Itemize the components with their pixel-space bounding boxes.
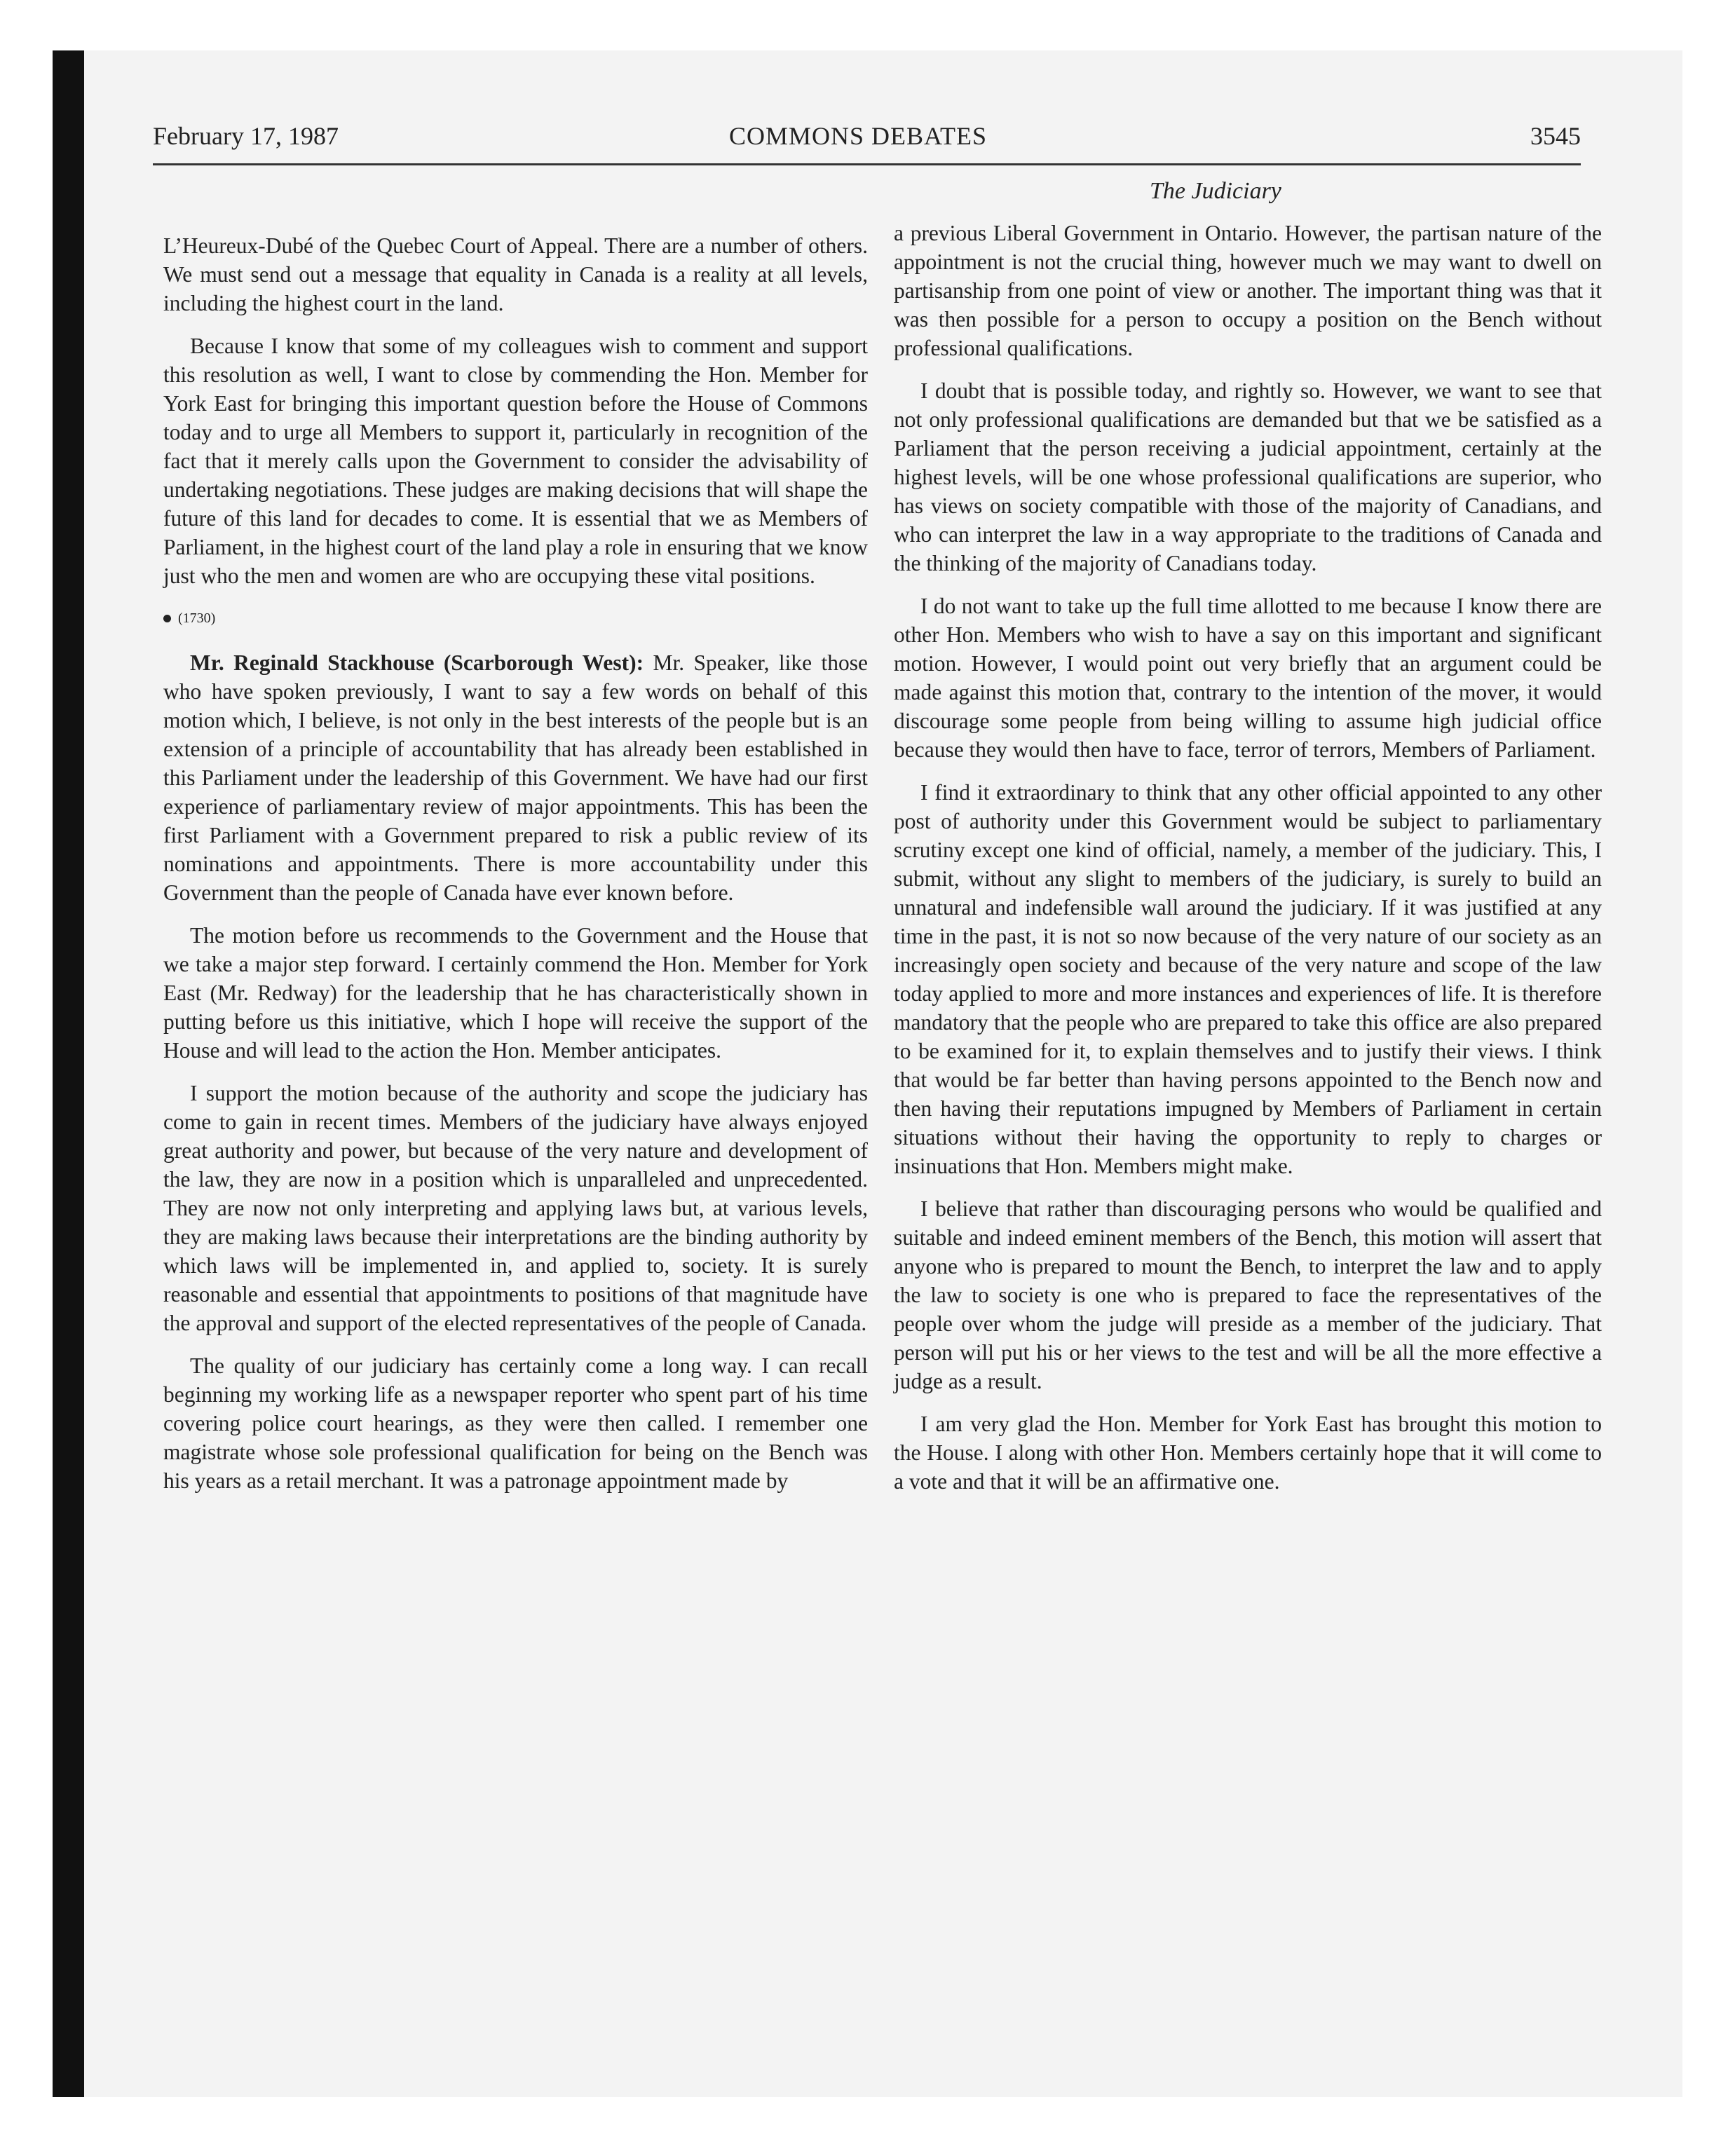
speech-paragraph <box>163 648 868 907</box>
right-column <box>894 219 1602 1510</box>
paragraph: Because I know that some of my colleagues wish to comment and support this resolution as well, I want to close by commending the Hon. Member for York East for bringing this important question before the House of Commons today and to urge all Members to support it, particularly in recognition of the fact that it merely calls upon the Government to consider the advisability of undertaking negotiations. These judges are making decisions that will shape the future of this land for decades to come. It is essential that we as Members of Parliament, in the highest court of the land play a role in ensuring that we know just who the men and women are who are occupying these vital positions. <box>163 334 868 588</box>
header-date: February 17, 1987 <box>153 122 339 150</box>
speaker-name: Mr. Reginald Stackhouse (Scarborough West): <box>190 650 644 675</box>
paragraph: a previous Liberal Government in Ontario. However, the partisan nature of the appointment is not the crucial thing, however much we may want to dwell on partisanship from one point of view or another. The important thing was that it was then possible for a person to occupy a position on the Bench without professional qualifications. <box>894 221 1602 360</box>
bullet-icon <box>163 615 171 622</box>
section-title: The Judiciary <box>1150 178 1281 204</box>
paragraph: I support the motion because of the authority and scope the judiciary has come to gain in recent times. Members of the judiciary have always enjoyed great authority and power, but because of the very nature and development of the law, they are now in a position which is unparalleled and unprecedented. They are now not only interpreting and applying laws but, at various levels, they are making laws because their interpretations are the binding authority by which laws will be implemented in, and applied to, society. It is surely reasonable and essential that appointments to positions of that magnitude have the approval and support of the elected representatives of the people of Canada. <box>163 1081 868 1335</box>
paragraph: I am very glad the Hon. Member for York East has brought this motion to the House. I along with other Hon. Members certainly hope that it will come to a vote and that it will be an affirmative one. <box>894 1412 1602 1494</box>
time-tag-label: (1730) <box>178 610 216 626</box>
paragraph: The quality of our judiciary has certainly come a long way. I can recall beginning my working life as a newspaper reporter who spent part of his time covering police court hearings, as they were then called. I remember one magistrate whose sole professional qualification for being on the Bench was his years as a retail merchant. It was a patronage appointment made by <box>163 1353 868 1493</box>
left-column <box>163 231 868 1509</box>
speech-text: Mr. Speaker, like those who have spoken previously, I want to say a few words on behalf of this motion which, I believe, is not only in the best interests of the people but is an extension of a principle of accountability that has already been established in this Parliament under the leadership of this Government. We have had our first experience of parliamentary review of major appointments. This has been the first Parliament with a Government prepared to risk a public review of its nominations and appointments. There is more accountability under this Government than the people of Canada have ever known before. <box>163 650 868 905</box>
binding-edge <box>53 50 84 2097</box>
paragraph: I do not want to take up the full time allotted to me because I know there are other Hon. Members who wish to have a say on this important and significant motion. However, I would point out very briefly that an argument could be made against this motion that, contrary to the intention of the mover, it would discourage some people from being willing to assume high judicial office because they would then have to face, terror of terrors, Members of Parliament. <box>894 594 1602 762</box>
page-number: 3545 <box>1530 122 1581 150</box>
paragraph: I doubt that is possible today, and rightly so. However, we want to see that not only professional qualifications are demanded but that we be satisfied as a Parliament that the person receiving a judicial appointment, certainly at the highest levels, will be one whose professional qualifications are superior, who has views on society compatible with those of the majority of Canadians, and who can interpret the law in a way appropriate to the traditions of Canada and the thinking of the majority of Canadians today. <box>894 378 1602 575</box>
paragraph: I believe that rather than discouraging persons who would be qualified and suitable and indeed eminent members of the Bench, this motion will assert that anyone who is prepared to mount the Bench, to interpret the law and to apply the law to society is one who is prepared to face the representatives of the people over whom the judge will preside as a member of the judiciary. That person will put his or her views to the test and will be all the more effective a judge as a result. <box>894 1196 1602 1393</box>
paragraph: L’Heureux-Dubé of the Quebec Court of Appeal. There are a number of others. We must send out a message that equality in Canada is a reality at all levels, including the highest court in the land. <box>163 233 868 315</box>
time-tag <box>163 604 868 633</box>
header-rule <box>153 163 1581 165</box>
paragraph: I find it extraordinary to think that any other official appointed to any other post of authority under this Government would be subject to parliamentary scrutiny except one kind of official, namely, a member of the judiciary. This, I submit, without any slight to members of the judiciary, is surely to build an unnatural and indefensible wall around the judiciary. If it was justified at any time in the past, it is not so now because of the very nature of our society as an increasingly open society and because of the very nature and scope of the law today applied to more and more instances and experiences of life. It is therefore mandatory that the people who are prepared to take this office are also prepared to be examined for it, to explain themselves and to justify their views. I think that would be far better than having persons appointed to the Bench now and then having their reputations impugned by Members of Parliament in certain situations without their having the opportunity to reply to charges or insinuations that Hon. Members might make. <box>894 780 1602 1178</box>
paragraph: The motion before us recommends to the Government and the House that we take a major step forward. I certainly commend the Hon. Member for York East (Mr. Redway) for the leadership that he has characteristically shown in putting before us this initiative, which I hope will receive the support of the House and will lead to the action the Hon. Member anticipates. <box>163 923 868 1063</box>
header-title: COMMONS DEBATES <box>729 122 988 150</box>
